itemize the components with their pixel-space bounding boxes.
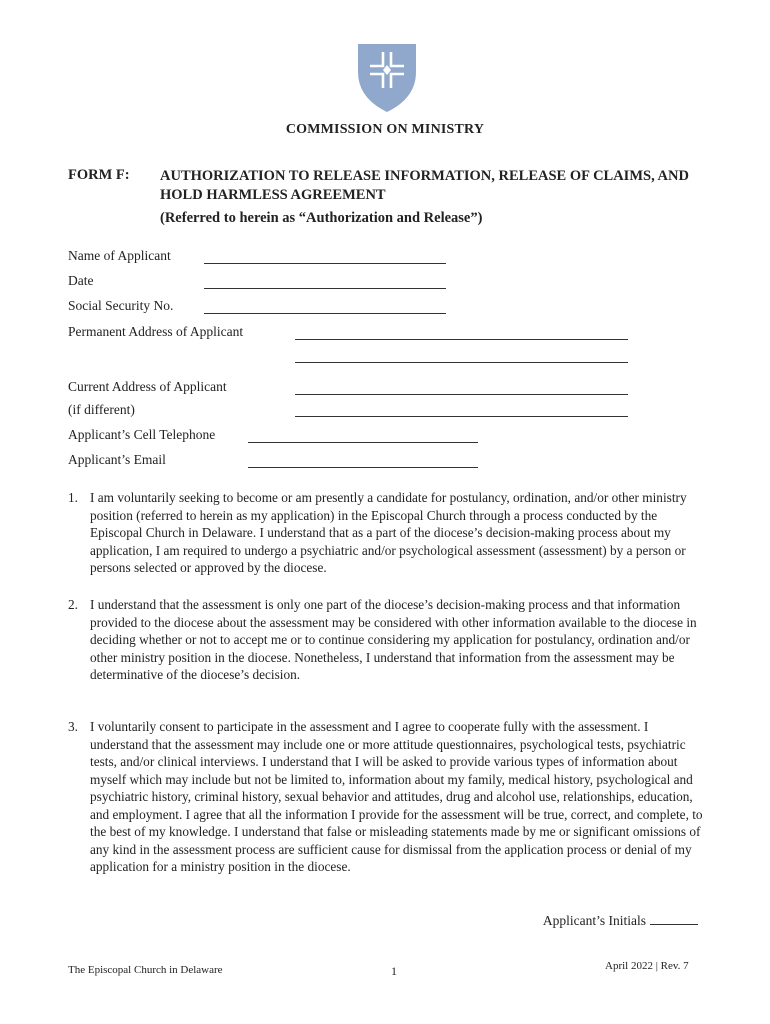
name-field[interactable] — [204, 263, 446, 264]
initials-row — [543, 912, 698, 929]
form-title: AUTHORIZATION TO RELEASE INFORMATION, RELEASE OF CLAIMS, AND HOLD HARMLESS AGREEMENT — [160, 168, 689, 203]
cell-label: Applicant’s Cell Telephone — [68, 427, 216, 442]
list-item — [68, 718, 708, 876]
footer-revision: April 2022 | Rev. 7 — [605, 960, 689, 972]
cell-field[interactable] — [248, 442, 478, 443]
list-item — [68, 489, 708, 577]
email-label: Applicant’s Email — [68, 452, 166, 467]
current-address-field-2[interactable] — [295, 416, 628, 417]
item-text: I voluntarily consent to participate in the assessment and I agree to cooperate fully with the assessment. I understand that the assessment may include one or more attitude questionnaires, psychological tests, psychiatric tests, and/or clinical interviews. I understand that I will be asked to provide various types of information about myself which may include but not be limited to, information about my family, medical history, psychological and psychiatric history, criminal history, sexual behavior and attitudes, drug and alcohol use, relationships, education, and employment. I agree that all the information I provide for the assessment will be true, correct, and complete, to the best of my knowledge. I understand that false or misleading statements made by me or significant omissions of any kind in the assessment process are sufficient cause for dismissal from the application process or denial of my application for a ministry position in the diocese. — [90, 719, 703, 874]
page-title: COMMISSION ON MINISTRY — [285, 122, 485, 137]
permanent-address-field-2[interactable] — [295, 362, 628, 363]
item-number: 2. — [68, 597, 78, 612]
ssn-label: Social Security No. — [68, 298, 174, 313]
permanent-address-field-1[interactable] — [295, 339, 628, 340]
permanent-address-label: Permanent Address of Applicant — [68, 324, 244, 339]
current-address-field-1[interactable] — [295, 394, 628, 395]
current-address-label: Current Address of Applicant — [68, 379, 227, 394]
initials-label: Applicant’s Initials — [542, 913, 646, 928]
page-number: 1 — [391, 964, 397, 978]
ssn-field[interactable] — [204, 313, 446, 314]
form-subtitle: (Referred to herein as “Authorization and Release”) — [160, 210, 483, 226]
item-number: 1. — [68, 490, 78, 505]
item-number: 3. — [68, 719, 78, 734]
current-address-note: (if different) — [68, 402, 135, 417]
email-field[interactable] — [248, 467, 478, 468]
list-item — [68, 596, 708, 684]
footer-org: The Episcopal Church in Delaware — [68, 964, 223, 976]
form-label: FORM F: — [68, 167, 130, 183]
date-label: Date — [68, 273, 94, 288]
diocese-shield-icon — [356, 42, 418, 114]
initials-field[interactable] — [650, 912, 698, 925]
item-text: I understand that the assessment is only one part of the diocese’s decision-making process and that information provided to the diocese about the assessment may be considered with other information available to the diocese in deciding whether or not to accept me or to continue considering my application for postulancy, ordination and/or other ministry position in the diocese. Nonetheless, I understand that information from the assessment may be determinative of the diocese’s decision. — [90, 597, 697, 682]
item-text: I am voluntarily seeking to become or am presently a candidate for postulancy, ordination, and/or other ministry position (referred to herein as my application) in the Episcopal Church through a process conducted by the Episcopal Church in Delaware. I understand that as a part of the diocese’s decision-making process about my application, I am required to undergo a psychiatric and/or psychological assessment (assessment) by a person or persons selected or approved by the diocese. — [90, 490, 687, 575]
date-field[interactable] — [204, 288, 446, 289]
name-label: Name of Applicant — [68, 248, 171, 263]
